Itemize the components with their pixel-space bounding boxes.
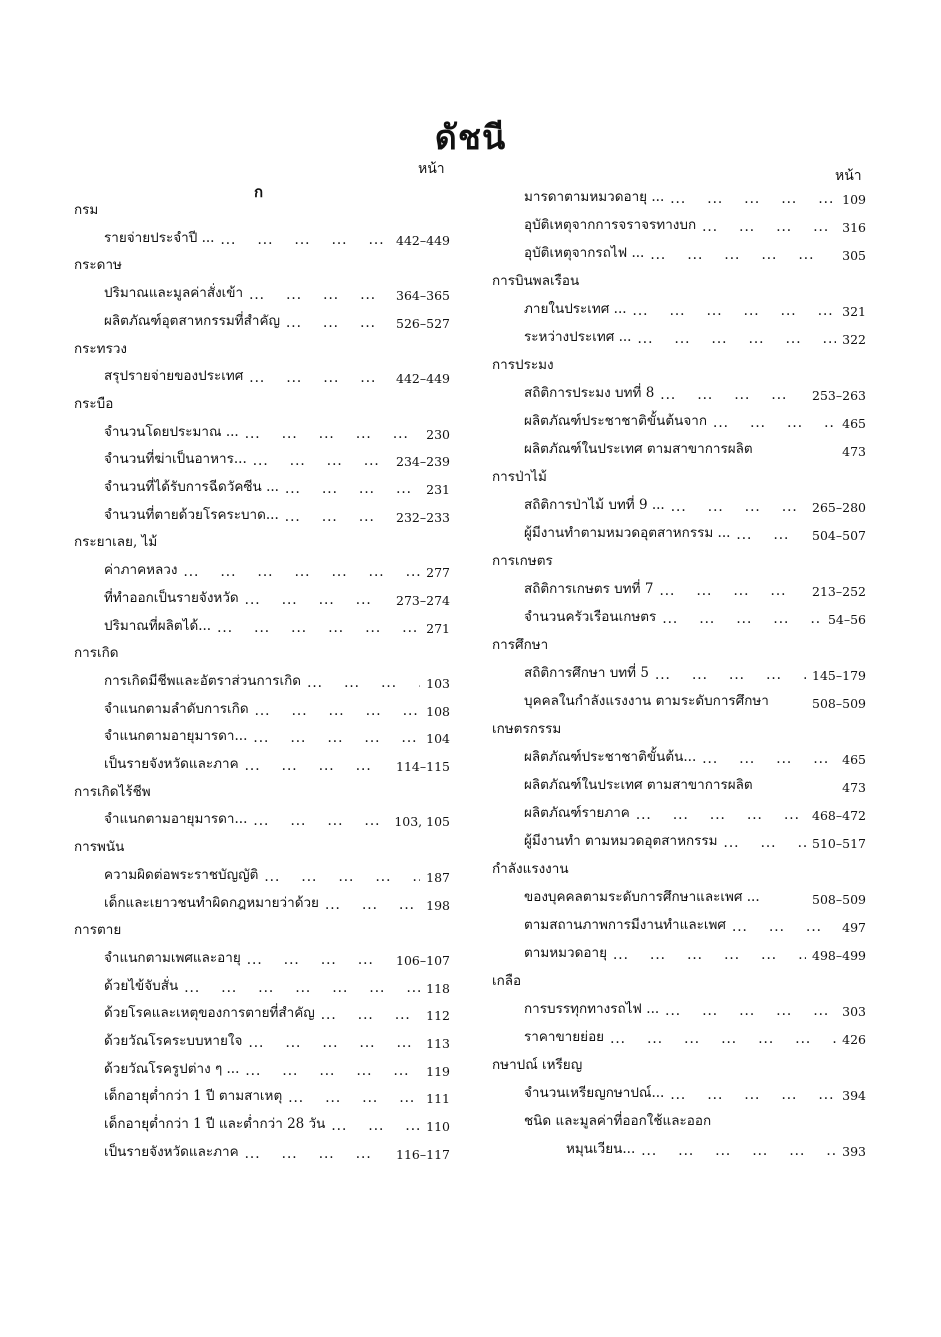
index-entry-text: ตามสถานภาพการมีงานทำและเพศ bbox=[524, 917, 726, 933]
index-entry-text: เด็กอายุต่ำกว่า 1 ปี ตามสาเหตุ bbox=[104, 1088, 283, 1105]
index-entry bbox=[104, 420, 450, 442]
index-entry bbox=[524, 941, 866, 963]
index-entry bbox=[104, 1057, 450, 1079]
index-entry-text: จำนวนเหรียญกษาปณ์... bbox=[524, 1085, 665, 1101]
index-heading bbox=[74, 641, 450, 663]
index-entry bbox=[104, 863, 450, 885]
leader-dots bbox=[659, 583, 806, 599]
index-entry bbox=[524, 997, 866, 1019]
index-heading bbox=[74, 835, 450, 857]
index-entry bbox=[104, 614, 450, 636]
index-heading bbox=[74, 918, 450, 940]
index-page-number: 497 bbox=[842, 920, 866, 935]
index-page-number: 364–365 bbox=[396, 288, 450, 304]
index-page-number: 394 bbox=[842, 1088, 866, 1103]
leader-dots bbox=[245, 592, 390, 608]
index-page-number: 111 bbox=[426, 1091, 450, 1107]
index-entry-text: เด็กและเยาวชนทำผิดกฎหมายว่าด้วย bbox=[104, 894, 319, 911]
leader-dots bbox=[253, 813, 388, 829]
index-entry-text: บุคคลในกำลังแรงงาน ตามระดับการศึกษา bbox=[524, 693, 769, 709]
index-page-number: 442–449 bbox=[396, 232, 450, 248]
leader-dots bbox=[713, 415, 836, 431]
index-entry bbox=[524, 437, 866, 459]
index-entry-text: ราคาขายย่อย bbox=[524, 1029, 605, 1045]
page-column-header-left: หน้า bbox=[418, 161, 445, 177]
index-entry bbox=[524, 297, 866, 319]
index-entry bbox=[104, 752, 450, 774]
index-entry-text: สถิติการประมง บทที่ 8 bbox=[524, 385, 655, 401]
index-entry bbox=[104, 946, 450, 968]
index-page-number: 118 bbox=[426, 980, 450, 996]
index-page-number: 187 bbox=[426, 869, 450, 885]
leader-dots bbox=[724, 835, 806, 851]
index-entry bbox=[524, 745, 866, 767]
index-entry bbox=[104, 475, 450, 497]
index-page-number: 109 bbox=[842, 192, 866, 207]
index-page-number: 468–472 bbox=[812, 808, 866, 823]
leader-dots bbox=[253, 730, 420, 746]
index-entry bbox=[524, 913, 866, 935]
index-entry bbox=[104, 281, 450, 303]
leader-dots bbox=[670, 191, 836, 207]
index-page-number: 273–274 bbox=[396, 592, 450, 608]
index-entry bbox=[524, 1025, 866, 1047]
leader-dots bbox=[245, 1063, 420, 1079]
index-entry-text: สถิติการป่าไม้ บทที่ 9 ... bbox=[524, 497, 665, 513]
leader-dots bbox=[633, 303, 837, 319]
index-page-number: 213–252 bbox=[812, 584, 866, 599]
index-page-number: 108 bbox=[426, 703, 450, 719]
leader-dots bbox=[660, 387, 806, 403]
index-entry bbox=[524, 885, 866, 907]
index-entry-text: รายจ่ายประจำปี ... bbox=[104, 229, 215, 246]
leader-dots bbox=[253, 453, 390, 469]
leader-dots bbox=[285, 509, 390, 525]
index-heading-text: เกลือ bbox=[492, 973, 522, 989]
index-page-number: 305 bbox=[842, 248, 866, 263]
index-page-number: 510–517 bbox=[812, 836, 866, 851]
leader-dots bbox=[220, 232, 390, 248]
index-entry-text: สถิติการเกษตร บทที่ 7 bbox=[524, 581, 654, 597]
index-entry bbox=[104, 974, 450, 996]
index-entry-text: จำนวนครัวเรือนเกษตร bbox=[524, 609, 657, 625]
index-page-number: 104 bbox=[426, 731, 450, 747]
leader-dots bbox=[264, 869, 420, 885]
leader-dots bbox=[286, 315, 390, 331]
index-entry bbox=[104, 364, 450, 386]
index-heading bbox=[492, 857, 866, 879]
index-heading bbox=[492, 549, 866, 571]
index-entry-text: ผลิตภัณฑ์ประชาชาติขั้นต้น... bbox=[524, 749, 697, 765]
index-entry-text: การบรรทุกทางรถไฟ ... bbox=[524, 1001, 660, 1017]
leader-dots bbox=[321, 1007, 420, 1023]
index-heading-text: กษาปณ์ เหรียญ bbox=[492, 1057, 583, 1073]
index-entry bbox=[524, 521, 866, 543]
index-entry bbox=[524, 185, 866, 207]
index-entry-text: สรุปรายจ่ายของประเทศ bbox=[104, 368, 244, 385]
index-entry bbox=[104, 503, 450, 525]
index-entry bbox=[524, 325, 866, 347]
index-page-number: 526–527 bbox=[396, 315, 450, 331]
leader-dots bbox=[671, 499, 806, 515]
index-entry-text: เด็กอายุต่ำกว่า 1 ปี และต่ำกว่า 28 วัน bbox=[104, 1116, 326, 1133]
index-page-number: 113 bbox=[426, 1036, 450, 1051]
index-heading-text: เกษตรกรรม bbox=[492, 721, 562, 737]
index-heading bbox=[492, 633, 866, 655]
leader-dots bbox=[307, 675, 420, 691]
index-page-number: 277 bbox=[426, 565, 450, 581]
index-page-number: 271 bbox=[426, 620, 450, 636]
index-heading-text: กรม bbox=[74, 202, 99, 218]
index-heading bbox=[492, 969, 866, 991]
index-entry-text: จำนวนโดยประมาณ ... bbox=[104, 423, 239, 440]
index-heading bbox=[74, 780, 450, 802]
index-heading-text: กำลังแรงงาน bbox=[492, 861, 569, 877]
index-entry-text: จำนวนที่ได้รับการฉีดวัคซีน ... bbox=[104, 479, 279, 495]
index-entry-text: หมุนเวียน... bbox=[566, 1141, 636, 1157]
index-page-number: 508–509 bbox=[812, 696, 866, 711]
leader-dots bbox=[637, 331, 836, 347]
leader-dots bbox=[183, 564, 420, 580]
index-entry bbox=[104, 724, 450, 746]
index-page-number: 473 bbox=[842, 780, 866, 795]
index-entry-text: จำแนกตามอายุมารดา... bbox=[104, 728, 248, 745]
index-page-number: 303 bbox=[842, 1004, 866, 1019]
index-entry bbox=[524, 577, 866, 599]
index-heading-text: การเกิดไร้ชีพ bbox=[74, 783, 151, 800]
index-entry-text: ด้วยวัณโรครูปต่าง ๆ ... bbox=[104, 1060, 240, 1077]
index-entry-text: เป็นรายจังหวัดและภาค bbox=[104, 756, 239, 772]
index-entry bbox=[566, 1137, 866, 1159]
index-entry-text: ชนิด และมูลค่าที่ออกใช้และออก bbox=[524, 1113, 712, 1129]
index-entry-text: ภายในประเทศ ... bbox=[524, 301, 627, 317]
index-entry-text: อุบัติเหตุจากรถไฟ ... bbox=[524, 245, 645, 261]
index-heading-text: การศึกษา bbox=[492, 637, 549, 653]
index-page-number: 54–56 bbox=[827, 612, 866, 627]
index-heading bbox=[74, 530, 450, 552]
index-entry-text: ปริมาณและมูลค่าสั่งเข้า bbox=[104, 285, 244, 302]
index-entry-text: ผู้มีงานทำตามหมวดอุตสาหกรรม ... bbox=[524, 525, 731, 541]
leader-dots bbox=[736, 527, 806, 543]
index-entry-text: ด้วยไข้จับสั่น bbox=[104, 977, 179, 994]
index-entry bbox=[524, 409, 866, 431]
index-entry-text: ของบุคคลตามระดับการศึกษาและเพศ ... bbox=[524, 889, 760, 905]
index-entry bbox=[104, 447, 450, 469]
leader-dots bbox=[732, 919, 836, 935]
section-letter: ก bbox=[254, 183, 264, 201]
index-entry bbox=[104, 807, 450, 829]
index-entry bbox=[104, 309, 450, 331]
index-entry-text: ตามหมวดอายุ bbox=[524, 945, 607, 961]
leader-dots bbox=[285, 481, 420, 497]
index-heading-text: กระยาเลย, ไม้ bbox=[74, 534, 158, 551]
index-entry bbox=[524, 493, 866, 515]
index-page-number: 265–280 bbox=[812, 500, 866, 515]
page-title: ดัชนี bbox=[434, 118, 507, 158]
index-entry bbox=[524, 773, 866, 795]
index-page-number: 498–499 bbox=[812, 948, 866, 963]
index-heading bbox=[492, 717, 866, 739]
index-entry bbox=[524, 829, 866, 851]
leader-dots bbox=[613, 947, 806, 963]
leader-dots bbox=[702, 751, 836, 767]
index-entry-text: มารดาตามหมวดอายุ ... bbox=[524, 189, 665, 205]
index-page-number: 110 bbox=[426, 1119, 450, 1135]
leader-dots bbox=[641, 1143, 836, 1159]
index-heading-text: การเกษตร bbox=[492, 553, 553, 569]
leader-dots bbox=[636, 807, 806, 823]
index-entry bbox=[524, 689, 866, 711]
leader-dots bbox=[245, 1146, 390, 1162]
index-page-number: 508–509 bbox=[812, 892, 866, 907]
index-entry bbox=[524, 1109, 866, 1131]
index-heading bbox=[74, 198, 450, 220]
index-entry-text: ด้วยวัณโรคระบบหายใจ bbox=[104, 1033, 243, 1049]
index-page-number: 116–117 bbox=[396, 1146, 450, 1162]
index-entry bbox=[104, 1029, 450, 1051]
index-page-number: 145–179 bbox=[812, 668, 866, 683]
leader-dots bbox=[331, 1118, 420, 1134]
index-entry bbox=[104, 1084, 450, 1106]
index-entry-text: จำนวนที่ฆ่าเป็นอาหาร... bbox=[104, 451, 247, 468]
index-page-number: 103 bbox=[426, 675, 450, 691]
index-page-number: 198 bbox=[426, 897, 450, 913]
index-page-number: 253–263 bbox=[812, 388, 866, 403]
index-entry bbox=[524, 241, 866, 263]
index-heading-text: กระบือ bbox=[74, 395, 114, 412]
index-entry-text: ผลิตภัณฑ์รายภาค bbox=[524, 805, 630, 821]
leader-dots bbox=[288, 1090, 420, 1106]
index-entry bbox=[104, 1001, 450, 1023]
index-entry-text: ระหว่างประเทศ ... bbox=[524, 329, 632, 345]
index-entry bbox=[104, 891, 450, 913]
index-entry bbox=[104, 558, 450, 580]
leader-dots bbox=[702, 219, 836, 235]
index-entry-text: อุบัติเหตุจากการจราจรทางบก bbox=[524, 217, 697, 233]
index-heading-text: การประมง bbox=[492, 357, 554, 373]
index-entry-text: ที่ทำออกเป็นรายจังหวัด bbox=[104, 589, 239, 606]
index-entry-text: ผลิตภัณฑ์ประชาชาติขั้นต้นจาก bbox=[524, 413, 708, 429]
index-entry-text: ผลิตภัณฑ์ในประเทศ ตามสาขาการผลิต bbox=[524, 441, 753, 457]
index-page-number: 426 bbox=[842, 1032, 866, 1047]
index-page-number: 232–233 bbox=[396, 509, 450, 525]
index-heading-text: การบินพลเรือน bbox=[492, 273, 580, 289]
index-heading bbox=[74, 337, 450, 359]
index-entry bbox=[104, 1140, 450, 1162]
index-heading bbox=[492, 269, 866, 291]
index-page-number: 230 bbox=[426, 426, 450, 442]
index-page-number: 465 bbox=[842, 752, 866, 767]
index-entry-text: ปริมาณที่ผลิตได้... bbox=[104, 617, 212, 634]
index-entry-text: จำแนกตามเพศและอายุ bbox=[104, 949, 241, 966]
index-entry bbox=[104, 586, 450, 608]
leader-dots bbox=[248, 1035, 420, 1051]
index-page-number: 322 bbox=[842, 332, 866, 347]
index-entry bbox=[524, 213, 866, 235]
index-page-number: 316 bbox=[842, 220, 866, 235]
index-heading-text: การเกิด bbox=[74, 645, 119, 662]
index-entry-text: ผู้มีงานทำ ตามหมวดอุตสาหกรรม bbox=[524, 833, 718, 849]
index-entry-text: ความผิดต่อพระราชบัญญัติ bbox=[104, 866, 259, 883]
leader-dots bbox=[610, 1031, 836, 1047]
leader-dots bbox=[184, 980, 420, 996]
index-entry-text: ผลิตภัณฑ์ในประเทศ ตามสาขาการผลิต bbox=[524, 777, 753, 793]
index-page-number: 106–107 bbox=[396, 952, 450, 968]
index-entry-text: การเกิดมีชีพและอัตราส่วนการเกิด bbox=[104, 672, 302, 689]
leader-dots bbox=[655, 667, 806, 683]
index-page-number: 465 bbox=[842, 416, 866, 431]
index-heading-text: การพนัน bbox=[74, 839, 125, 856]
index-entry-text: สถิติการศึกษา บทที่ 5 bbox=[524, 665, 649, 681]
leader-dots bbox=[249, 370, 390, 386]
index-entry bbox=[524, 801, 866, 823]
leader-dots bbox=[245, 426, 420, 442]
leader-dots bbox=[670, 1087, 836, 1103]
index-heading-text: การตาย bbox=[74, 922, 122, 939]
page-column-header-right: หน้า bbox=[835, 168, 862, 184]
leader-dots bbox=[665, 1003, 836, 1019]
index-entry bbox=[104, 697, 450, 719]
index-heading bbox=[492, 353, 866, 375]
index-heading-text: กระทรวง bbox=[74, 340, 127, 357]
index-entry-text: ผลิตภัณฑ์อุตสาหกรรมที่สำคัญ bbox=[104, 312, 281, 329]
index-entry bbox=[524, 381, 866, 403]
leader-dots bbox=[247, 952, 390, 968]
index-page-number: 103, 105 bbox=[394, 814, 450, 830]
index-page-number: 119 bbox=[426, 1063, 450, 1079]
leader-dots bbox=[245, 758, 390, 774]
index-page-number: 393 bbox=[842, 1144, 866, 1159]
index-entry-text: ด้วยโรคและเหตุของการตายที่สำคัญ bbox=[104, 1005, 315, 1022]
index-page-number: 504–507 bbox=[812, 528, 866, 543]
index-entry-text: ค่าภาคหลวง bbox=[104, 562, 178, 579]
index-entry bbox=[524, 605, 866, 627]
index-page-number: 112 bbox=[426, 1008, 450, 1024]
leader-dots bbox=[325, 897, 420, 913]
index-heading bbox=[74, 392, 450, 414]
index-entry-text: เป็นรายจังหวัดและภาค bbox=[104, 1143, 239, 1160]
index-page-number: 231 bbox=[426, 482, 450, 497]
index-page-number: 114–115 bbox=[396, 759, 450, 774]
index-entry-text: จำแนกตามลำดับการเกิด bbox=[104, 700, 249, 717]
index-entry bbox=[104, 669, 450, 691]
index-heading-text: กระดาษ bbox=[74, 257, 122, 274]
index-heading bbox=[74, 253, 450, 275]
index-entry-text: จำแนกตามอายุมารดา... bbox=[104, 811, 248, 828]
index-entry bbox=[524, 1081, 866, 1103]
index-entry bbox=[524, 661, 866, 683]
index-page-number: 234–239 bbox=[396, 454, 450, 470]
leader-dots bbox=[217, 620, 420, 636]
index-entry bbox=[104, 226, 450, 248]
index-heading bbox=[492, 465, 866, 487]
index-heading bbox=[492, 1053, 866, 1075]
leader-dots bbox=[249, 287, 390, 303]
index-page-number: 442–449 bbox=[396, 371, 450, 387]
index-page-number: 321 bbox=[842, 304, 866, 319]
leader-dots bbox=[255, 703, 421, 719]
leader-dots bbox=[662, 611, 822, 627]
index-heading-text: การป่าไม้ bbox=[492, 469, 547, 485]
index-page-number: 473 bbox=[842, 444, 866, 459]
leader-dots bbox=[650, 247, 836, 263]
index-entry-text: จำนวนที่ตายด้วยโรคระบาด... bbox=[104, 506, 279, 523]
index-entry bbox=[104, 1112, 450, 1134]
